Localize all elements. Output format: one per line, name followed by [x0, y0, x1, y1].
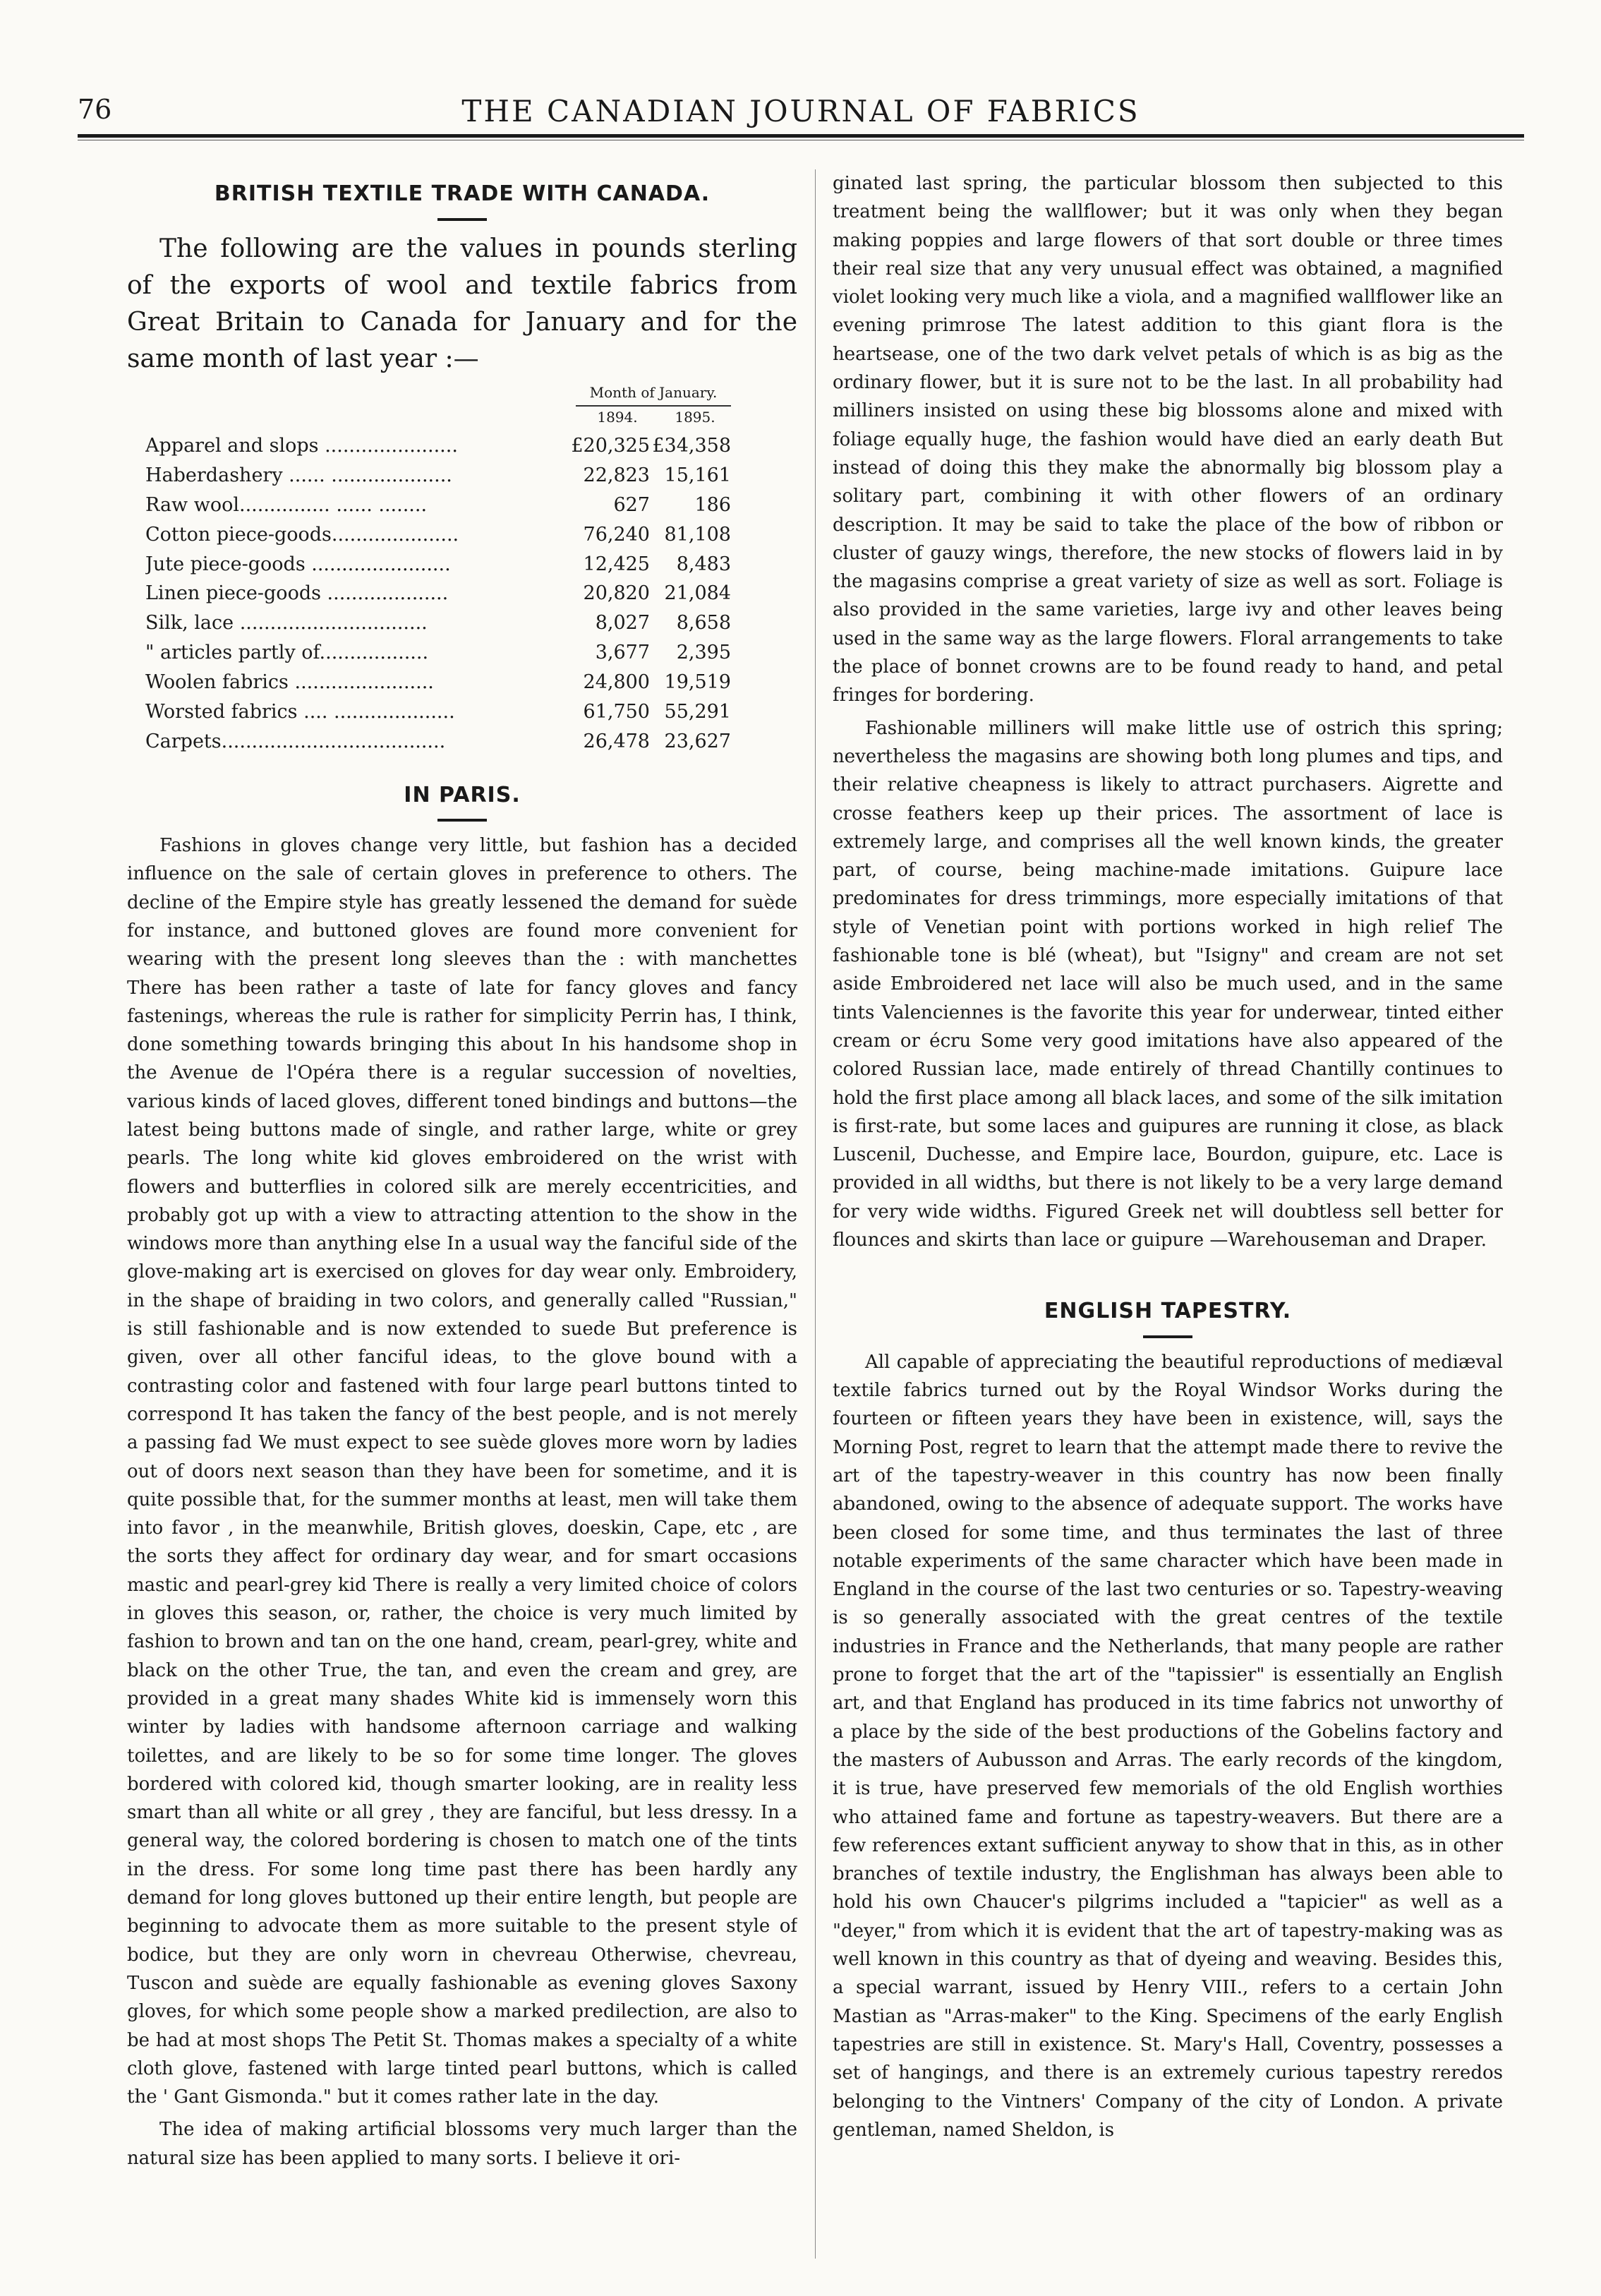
- row-value-1895: 19,519: [664, 671, 731, 693]
- table-row: [145, 579, 731, 608]
- row-value-1894: 8,027: [595, 612, 650, 635]
- table-row: [145, 461, 731, 491]
- row-value-1895: 23,627: [664, 730, 731, 752]
- right-column: [833, 169, 1503, 2259]
- row-item: Woolen fabrics .......................: [145, 671, 434, 693]
- row-item: " articles partly of..................: [145, 642, 429, 664]
- paris-paragraph-1: Fashions in gloves change very little, but fashion has a decided influence on the sale of certain gloves in preference to others. The decline of the Empire style has greatly lessened the demand for suède for instance, and buttoned gloves are found more convenient for wearing with the present long sleeves than the : with manchettes There has been rather a taste of late for fancy gloves and fancy fastenings, whereas the rule is rather for simplicity Perrin has, I think, done something towards bringing this about In his handsome shop in the Avenue de l'Opéra there is a regular succession of novelties, various kinds of laced gloves, different toned bindings and buttons—the latest being buttons made of single, and rather large, white or grey pearls. The long white kid gloves embroidered on the wrist with flowers and butterflies in colored silk are merely eccentricities, and probably got up with a view to attracting attention to the show in the windows more than anything else In a usual way the fanciful side of the glove-making art is exercised on gloves for day wear only. Embroidery, in the shape of braiding in two colors, and generally called "Russian," is still fashionable and is now extended to suede But preference is given, over all other fanciful ideas, to the glove bound with a contrasting color and fastened with four large pearl buttons tinted to correspond It has taken the fancy of the best people, and is not merely a passing fad We must expect to see suède gloves more worn by ladies out of doors next season than they have been for sometime, and it is quite possible that, for the summer months at least, men will take them into favor , in the meanwhile, British gloves, doeskin, Cape, etc , are the sorts they affect for ordinary day wear, and for smart occasions mastic and pearl-grey kid There is really a very limited choice of colors in gloves this season, or, rather, the choice is very much limited by fashion to brown and tan on the one hand, cream, pearl-grey, white and black on the other True, the tan, and even the cream and grey, are provided in a great many shades White kid is immensely worn this winter by ladies with handsome afternoon carriage and walking toilettes, and are likely to be so for some time longer. The gloves bordered with colored kid, though smarter looking, are in reality less smart than all white or all grey , they are fanciful, but less dressy. In a general way, the colored bordering is chosen to match one of the tints in the dress. For some long time past there has been hardly any demand for long gloves buttoned up their entire length, but people are beginning to advocate them as more suitable to the present style of bodice, but they are only worn in chevreau Otherwise, chevreau, Tuscon and suède are equally fashionable as evening gloves Saxony gloves, for which some people show a marked predilection, are also to be had at most shops The Petit St. Thomas makes a specialty of a white cloth glove, fastened with large tinted pearl buttons, which is called the ' Gant Gismonda." but it comes rather late in the day.: [127, 835, 797, 2108]
- row-value-1895: 8,658: [676, 612, 731, 635]
- section-rule: [437, 819, 487, 822]
- row-item: Cotton piece-goods.....................: [145, 523, 459, 546]
- table-row: [145, 491, 731, 520]
- row-value-1895: 21,084: [664, 582, 731, 605]
- table-group-header: Month of January.: [576, 382, 731, 407]
- year-1895: 1895.: [675, 409, 715, 426]
- page-header: [78, 88, 1524, 138]
- trade-title: BRITISH TEXTILE TRADE WITH CANADA.: [214, 181, 711, 206]
- row-value-1894: 61,750: [583, 700, 650, 723]
- table-row: [145, 520, 731, 550]
- row-item: Silk, lace ...............................: [145, 612, 428, 635]
- year-1894: 1894.: [597, 409, 638, 426]
- row-value-1894: 24,800: [583, 671, 650, 693]
- row-value-1895: 8,483: [676, 553, 731, 575]
- section-rule: [1143, 1335, 1192, 1338]
- table-row: [145, 697, 731, 727]
- row-value-1894: 26,478: [583, 730, 650, 752]
- table-year-row: [579, 407, 734, 428]
- row-item: Raw wool............... ...... ........: [145, 493, 428, 516]
- tapestry-paragraph-1: All capable of appreciating the beautiful reproductions of mediæval textile fabrics turned out by the Royal Windsor Works during the fourteen or fifteen years they have been in existence, will, says the Morning Post, regret to learn that the attempt made there to revive the art of the tapestry-weaver in this country has now been finally abandoned, owing to the absence of adequate support. The works have been closed for some time, and thus terminates the last of three notable experiments of the same character which have been made in England in the course of the last two centuries or so. Tapestry-weaving is so generally associated with the great centres of the textile industries in France and the Netherlands, that many people are rather prone to forget that the art of the "tapissier" is essentially an English art, and that England has produced in its time fabrics not unworthy of a place by the side of the best productions of the Gobelins factory and the masters of Aubusson and Arras. The early records of the kingdom, it is true, have preserved few memorials of the old English worthies who attained fame and fortune as tapestry-weavers. But there are a few references extant sufficient anyway to show that in this, as in other branches of textile industry, the Englishman has always been able to hold his own Chaucer's pilgrims included a "tapicier" as well as a "deyer," from which it is evident that the art of tapestry-making was as well known in this country as that of dyeing and weaving. Besides this, a special warrant, issued by Henry VIII., refers to a certain John Mastian as "Arras-maker" to the King. Specimens of the early English tapestries are still in existence. St. Mary's Hall, Coventry, possesses a set of hangings, and there is an extremely curious tapestry reredos belonging to the Vintners' Company of the city of London. A private gentleman, named Sheldon, is: [833, 1351, 1503, 2141]
- page-number: 76: [78, 94, 112, 125]
- row-item: Carpets.....................................: [145, 730, 446, 752]
- row-item: Linen piece-goods ....................: [145, 582, 449, 605]
- table-row: [145, 431, 731, 461]
- row-value-1894: 20,820: [583, 582, 650, 605]
- row-value-1895: 2,395: [676, 642, 731, 664]
- row-value-1895: £34,358: [652, 435, 731, 457]
- row-value-1894: £20,325: [571, 435, 650, 457]
- row-item: Jute piece-goods .......................: [145, 553, 451, 575]
- tapestry-title: ENGLISH TAPESTRY.: [1044, 1299, 1292, 1324]
- table-row: [145, 638, 731, 668]
- row-value-1895: 186: [694, 493, 731, 516]
- column-divider: [815, 169, 816, 2259]
- row-value-1894: 3,677: [595, 642, 650, 664]
- row-value-1894: 627: [613, 493, 650, 516]
- row-value-1894: 76,240: [583, 523, 650, 546]
- paris-title: IN PARIS.: [404, 782, 521, 807]
- paris-continued-2: Fashionable milliners will make little use of ostrich this spring; nevertheless the magasins are showing both long plumes and tips, and their relative cheapness is likely to attract purchasers. Aigrette and crosse feathers keep up their prices. The assortment of lace is extremely large, and comprises all the well known kinds, the greater part, of course, being machine-made imitations. Guipure lace predominates for dress trimmings, more especially imitations of that style of Venetian point with portions worked in high relief The fashionable tone is blé (wheat), but "Isigny" and cream are not set aside Embroidered net lace will also be much used, and in the same tints Valenciennes is the favorite this year for underwear, tinted either cream or écru Some very good imitations have also appeared of the colored Russian lace, made entirely of thread Chantilly continues to hold the first place among all black laces, and some of the silk imitation is first-rate, but some laces and guipures are running it close, as black Luscenil, Duchesse, and Empire lace, Bourdon, guipure, etc. Lace is provided in all widths, but there is not likely to be a very large demand for very wide widths. Figured Greek net will doubtless sell better for flounces and skirts than lace or guipure —Warehouseman and Draper.: [833, 717, 1503, 1251]
- row-value-1895: 15,161: [664, 464, 731, 487]
- table-row: [145, 550, 731, 579]
- paris-continued-1: ginated last spring, the particular blossom then subjected to this treatment being the wallflower; but it was only when they began making poppies and large flowers of that sort double or three times their real size that any very unusual effect was obtained, a magnified violet looking very much like a viola, and a magnified wallflower like an evening primrose The latest addition to this giant flora is the heartsease, one of the two dark velvet petals of which is as big as the ordinary flower, but it is sure not to be the last. In all probability had milliners insisted on using these big blossoms alone and mixed with foliage equally huge, the fashion would have died an early death But instead of doing this they make the abnormally big blossom play a solitary part, combining it with other flowers of an ordinary description. It may be said to take the place of the bow of ribbon or cluster of gauzy wings, therefore, the new stocks of flowers laid in by the magasins comprise a great variety of size as well as sort. Foliage is also provided in the same varieties, large ivy and other leaves being used in the same way as the large flowers. Floral arrangements to take the place of bonnet crowns are to be found ready to hand, and petal fringes for bordering.: [833, 173, 1503, 707]
- paris-paragraph-2: The idea of making artificial blossoms very much larger than the natural size has been applied to many sorts. I believe it ori-: [127, 2119, 797, 2169]
- row-value-1894: 22,823: [583, 464, 650, 487]
- section-rule: [437, 218, 487, 221]
- row-value-1895: 55,291: [664, 700, 731, 723]
- table-row: [145, 727, 731, 757]
- table-row: [145, 668, 731, 697]
- trade-table: [145, 431, 731, 756]
- row-value-1894: 12,425: [583, 553, 650, 575]
- left-column: [127, 169, 797, 2259]
- journal-title: THE CANADIAN JOURNAL OF FABRICS: [461, 94, 1140, 128]
- row-item: Haberdashery ...... ....................: [145, 464, 452, 487]
- trade-intro: The following are the values in pounds sterling of the exports of wool and textile fabrics from Great Britain to Canada for January and for the same month of last year :—: [127, 234, 797, 374]
- row-item: Worsted fabrics .... ....................: [145, 700, 455, 723]
- row-value-1895: 81,108: [664, 523, 731, 546]
- table-row: [145, 608, 731, 638]
- row-item: Apparel and slops ......................: [145, 435, 458, 457]
- header-rule: [78, 134, 1524, 138]
